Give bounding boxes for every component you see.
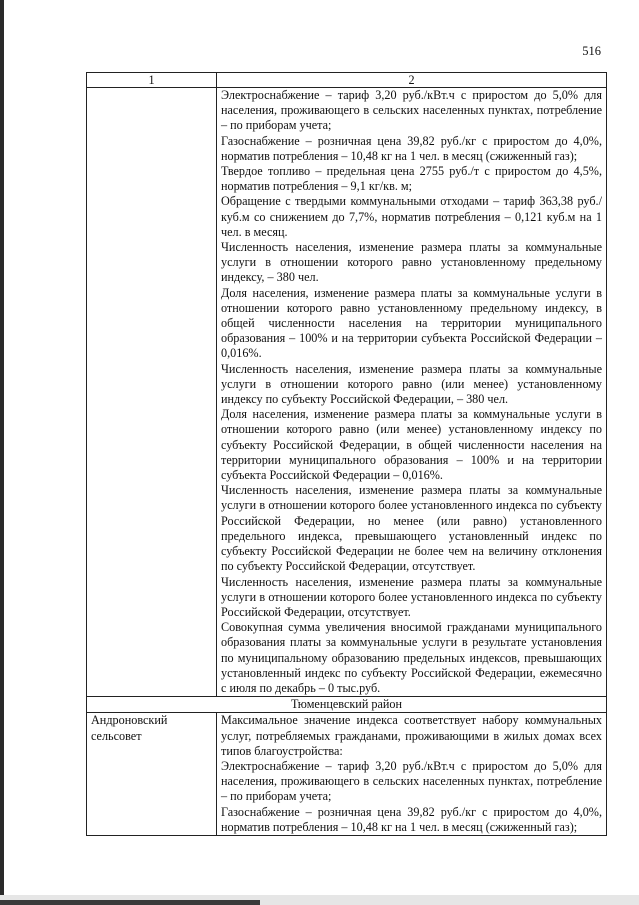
column-1-header: 1 (87, 73, 217, 88)
paragraph: Газоснабжение – розничная цена 39,82 руб./кг с приростом до 4,0%, норматив потребления – 10,48 кг на 1 чел. в месяц (сжиженный газ); (221, 133, 602, 163)
paragraph: Численность населения, изменение размера платы за коммунальные услуги в отношении которого равно установленному предельному индексу, – 380 чел. (221, 240, 602, 285)
paragraph: Газоснабжение – розничная цена 39,82 руб./кг с приростом до 4,0%, норматив потребления – 10,48 кг на 1 чел. в месяц (сжиженный газ); (221, 804, 602, 834)
paragraph: Численность населения, изменение размера платы за коммунальные услуги в отношении которого более установленного индекса по субъекту Российской Федерации, но менее (или равно) установленного предельного индекса, превышающего установленный индекс по субъекту Российской Федерации не более чем на величину отклонения по субъекту Российской Федерации, отсутствует. (221, 483, 602, 574)
column-2-header: 2 (217, 73, 607, 88)
description-cell (217, 88, 607, 697)
paragraph: Максимальное значение индекса соответствует набору коммунальных услуг, потребляемых гражданами, проживающими в жилых домах всех типов благоустройства: (221, 713, 602, 758)
table-header-row (87, 73, 607, 88)
paragraph: Доля населения, изменение размера платы за коммунальные услуги в отношении которого равно установленному предельному индексу, в общей численности населения на территории муниципального образования – 100% и на территории субъекта Российской Федерации – 0,016%. (221, 285, 602, 361)
paragraph: Численность населения, изменение размера платы за коммунальные услуги в отношении которого более установленного индекса по субъекту Российской Федерации, отсутствует. (221, 574, 602, 619)
settlement-name: Андроновский сельсовет (87, 713, 217, 836)
tariff-table (86, 72, 607, 836)
paragraph: Обращение с твердыми коммунальными отходами – тариф 363,38 руб./куб.м со снижением до 7,7%, норматив потребления – 0,121 куб.м на 1 чел. в месяц. (221, 194, 602, 239)
paragraph: Доля населения, изменение размера платы за коммунальные услуги в отношении которого равно (или менее) установленному индексу по субъекту Российской Федерации, в общей численности населения на территории муниципального образования – 100% и на территории субъекта Российской Федерации – 0,016%. (221, 407, 602, 483)
page-number: 516 (582, 44, 601, 58)
region-title: Тюменцевский район (87, 697, 607, 713)
scan-left-edge (0, 0, 4, 905)
paragraph: Электроснабжение – тариф 3,20 руб./кВт.ч с приростом до 5,0% для населения, проживающего в сельских населенных пунктах, потребление – по приборам учета; (221, 758, 602, 804)
region-row (87, 697, 607, 713)
table-row (87, 88, 607, 697)
empty-cell (87, 88, 217, 697)
paragraph: Совокупная сумма увеличения вносимой гражданами муниципального образования платы за коммунальные услуги в результате установления по муниципальному образованию предельных индексов, превышающих установленный индекс по субъекту Российской Федерации, ежемесячно с июля по декабрь – 0 тыс.руб. (221, 620, 602, 695)
scan-bottom-shadow (0, 900, 260, 905)
paragraph: Электроснабжение – тариф 3,20 руб./кВт.ч с приростом до 5,0% для населения, проживающего в сельских населенных пунктах, потребление – по приборам учета; (221, 88, 602, 133)
paragraph: Твердое топливо – предельная цена 2755 руб./т с приростом до 4,5%, норматив потребления – 9,1 кг/кв. м; (221, 164, 602, 194)
description-cell (217, 713, 607, 836)
paragraph: Численность населения, изменение размера платы за коммунальные услуги в отношении которого равно (или менее) установленному индексу по субъекту Российской Федерации, – 380 чел. (221, 361, 602, 407)
table-row (87, 713, 607, 836)
